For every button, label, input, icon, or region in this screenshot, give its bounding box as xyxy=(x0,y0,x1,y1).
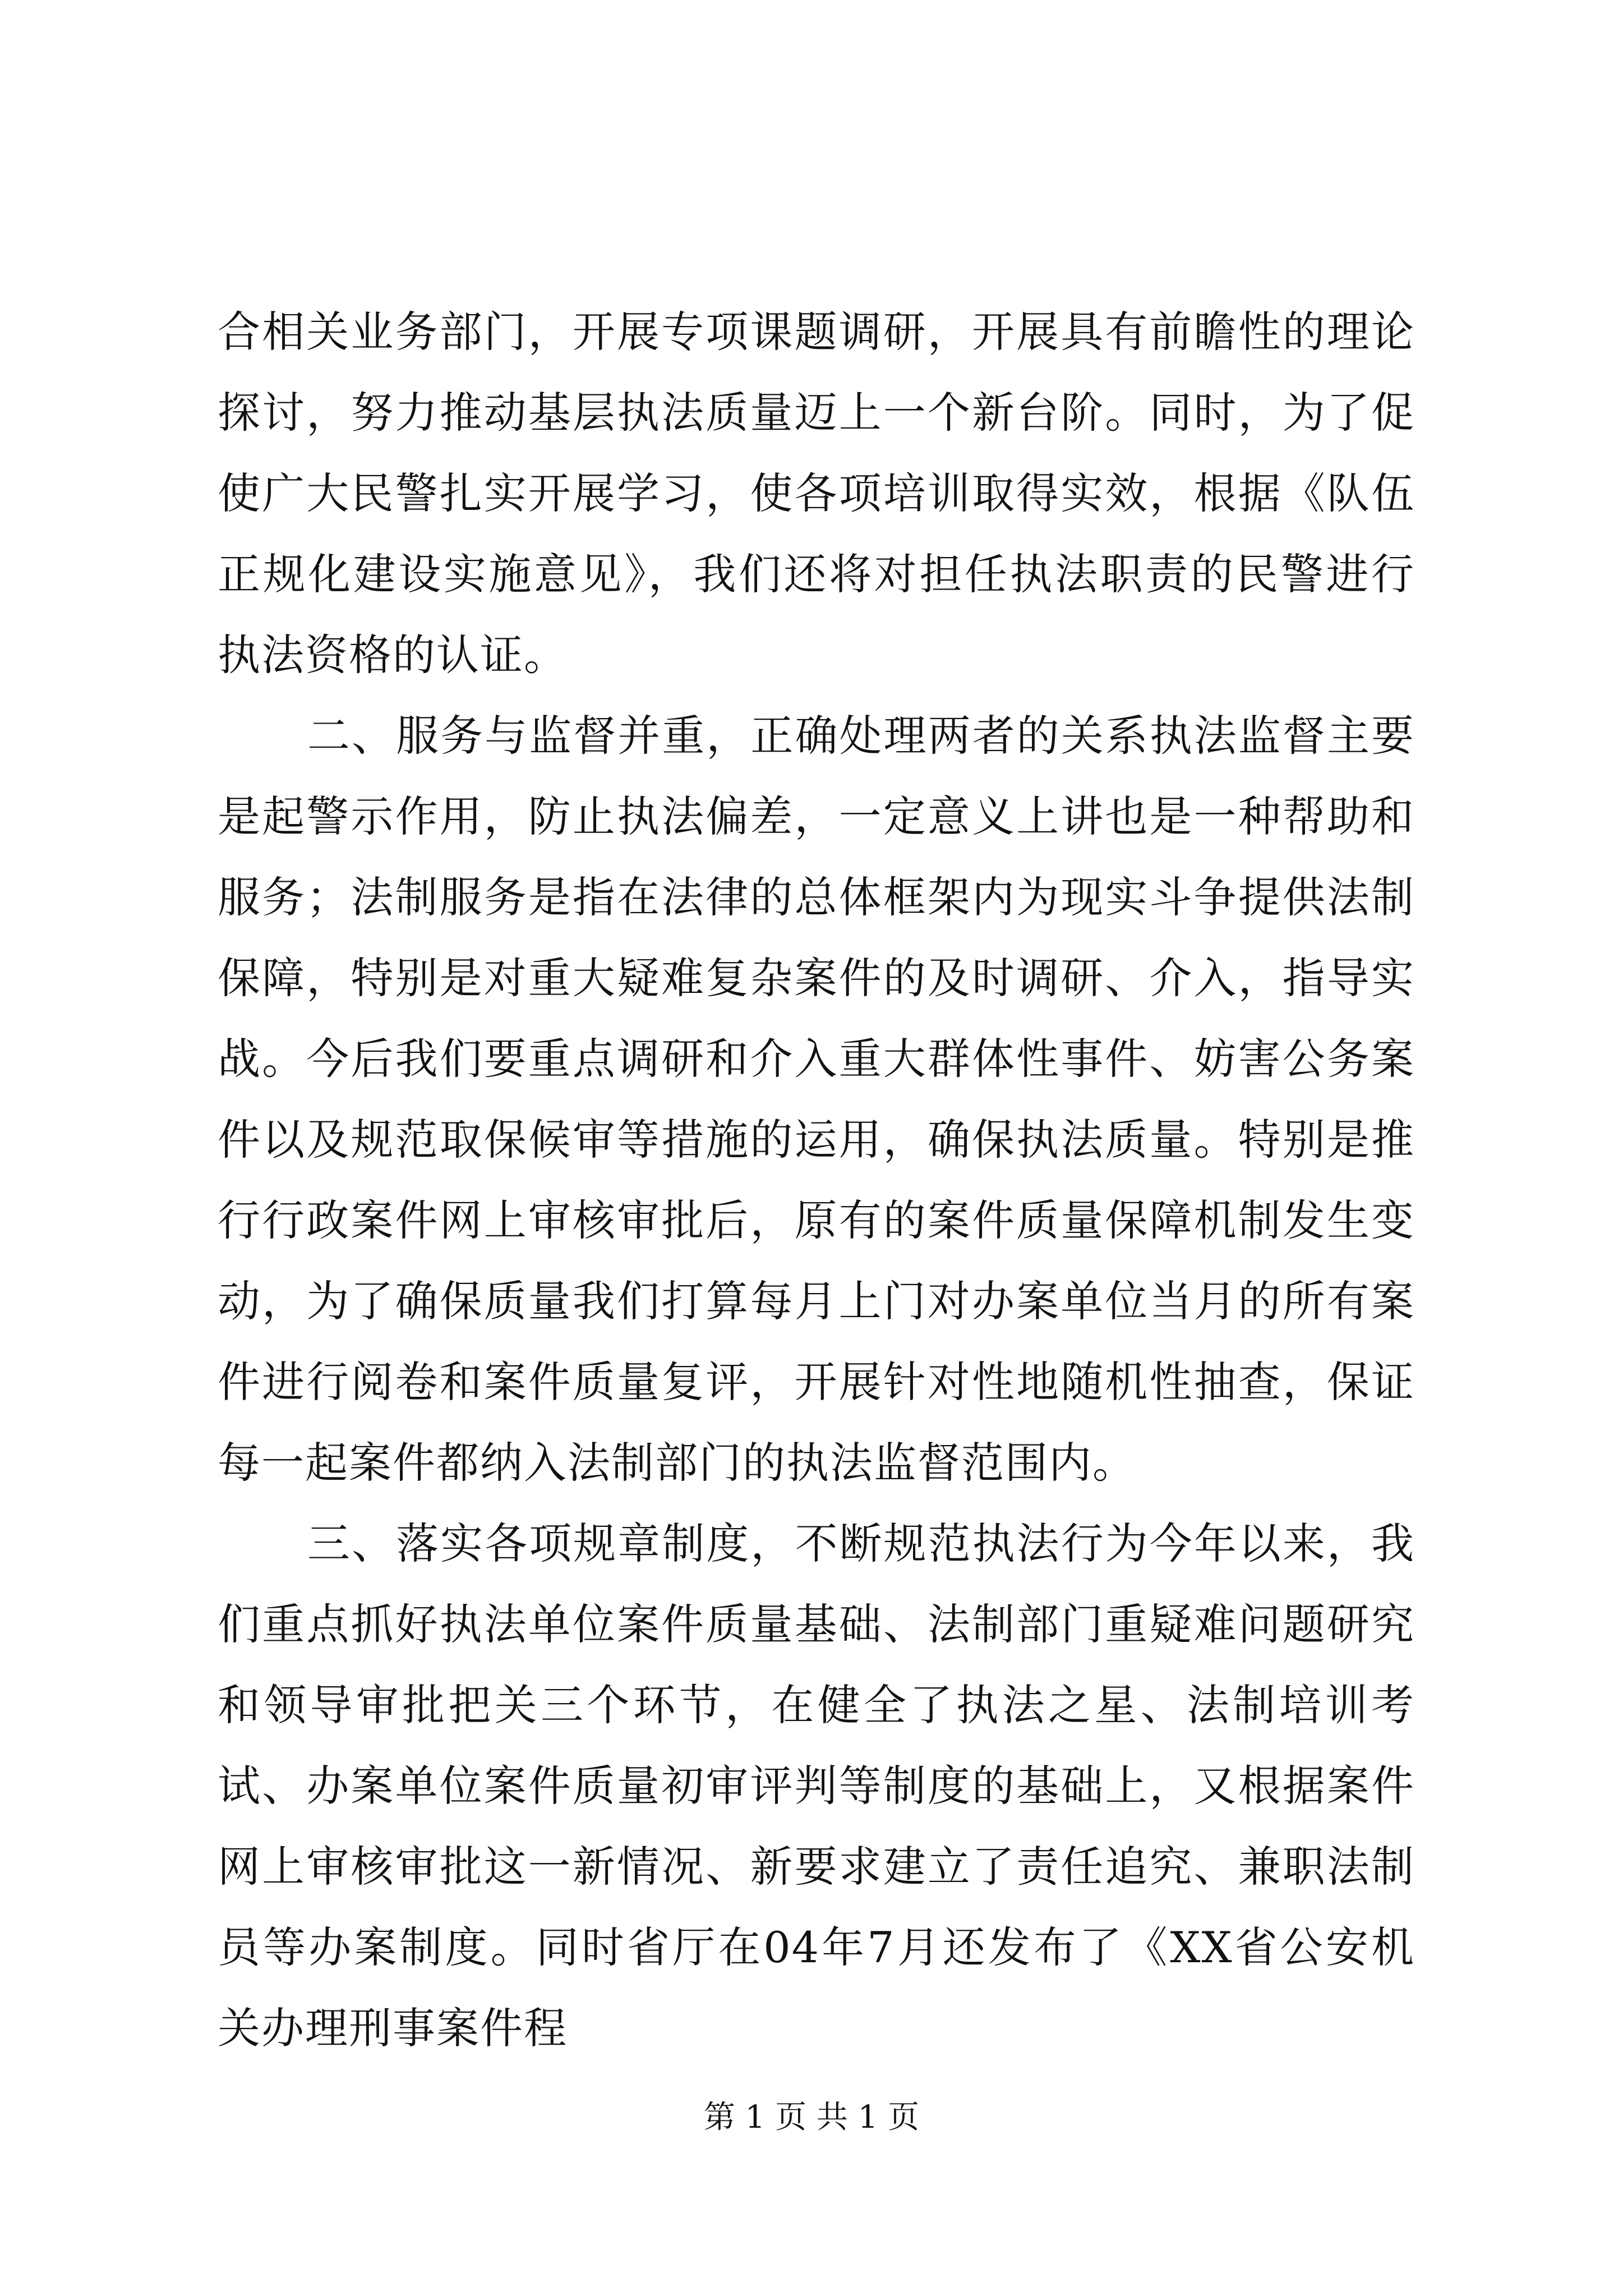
document-body xyxy=(218,292,1415,2069)
paragraph-continued: 合相关业务部门，开展专项课题调研，开展具有前瞻性的理论探讨，努力推动基层执法质量迈上一个新台阶。同时，为了促使广大民警扎实开展学习，使各项培训取得实效，根据《队伍正规化建设实施意见》，我们还将对担任执法职责的民警进行执法资格的认证。 xyxy=(218,307,1415,680)
paragraph-section-three: 三、落实各项规章制度，不断规范执法行为今年以来，我们重点抓好执法单位案件质量基础、法制部门重疑难问题研究和领导审批把关三个环节，在健全了执法之星、法制培训考试、办案单位案件质量初审评判等制度的基础上，又根据案件网上审核审批这一新情况、新要求建立了责任追究、兼职法制员等办案制度。同时省厅在04年7月还发布了《XX省公安机关办理刑事案件程 xyxy=(218,1519,1415,2053)
paragraph-section-two: 二、服务与监督并重，正确处理两者的关系执法监督主要是起警示作用，防止执法偏差，一定意义上讲也是一种帮助和服务；法制服务是指在法律的总体框架内为现实斗争提供法制保障，特别是对重大疑难复杂案件的及时调研、介入，指导实战。今后我们要重点调研和介入重大群体性事件、妨害公务案件以及规范取保候审等措施的运用，确保执法质量。特别是推行行政案件网上审核审批后，原有的案件质量保障机制发生变动，为了确保质量我们打算每月上门对办案单位当月的所有案件进行阅卷和案件质量复评，开展针对性地随机性抽查，保证每一起案件都纳入法制部门的执法监督范围内。 xyxy=(218,711,1415,1488)
page-footer: 第 1 页 共 1 页 xyxy=(703,2099,920,2136)
